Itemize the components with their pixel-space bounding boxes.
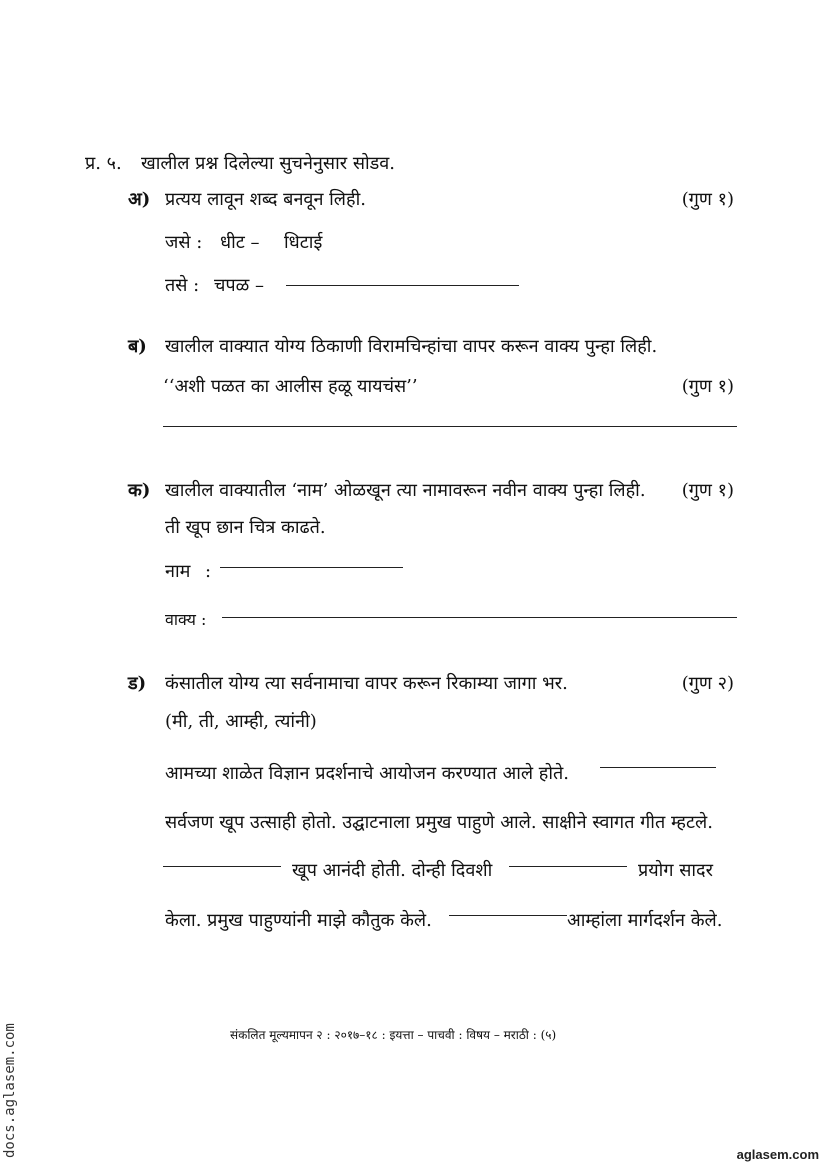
pronoun-options: (मी, ती, आम्ही, त्यांनी) xyxy=(165,711,317,732)
part-c-label: क) xyxy=(128,480,151,501)
question-instruction: खालील प्रश्न दिलेल्या सुचनेनुसार सोडव. xyxy=(141,153,396,174)
task-label: तसे : xyxy=(165,275,200,296)
part-c-sentence: ती खूप छान चित्र काढते. xyxy=(165,517,326,538)
part-b-label: ब) xyxy=(128,336,147,357)
sentence-blank[interactable] xyxy=(222,617,737,618)
pronoun-blank-2[interactable] xyxy=(163,866,281,867)
part-a-instruction: प्रत्यय लावून शब्द बनवून लिही. xyxy=(165,189,366,210)
part-d-instruction: कंसातील योग्य त्या सर्वनामाचा वापर करून रिकाम्या जागा भर. xyxy=(165,673,568,694)
noun-colon: : xyxy=(205,561,212,582)
part-b-instruction: खालील वाक्यात योग्य ठिकाणी विरामचिन्हांचा वापर करून वाक्य पुन्हा लिही. xyxy=(165,336,658,357)
passage-line-1: आमच्या शाळेत विज्ञान प्रदर्शनाचे आयोजन करण्यात आले होते. xyxy=(165,763,570,784)
noun-label: नाम xyxy=(165,561,191,582)
part-b-marks: (गुण १) xyxy=(681,376,734,397)
question-number: प्र. ५. xyxy=(85,153,122,174)
page-footer: संकलित मूल्यमापन २ : २०१७–१८ : इयत्ता – पाचवी : विषय – मराठी : (५) xyxy=(230,1028,557,1042)
task-word: चपळ – xyxy=(214,275,265,296)
passage-line-4a: केला. प्रमुख पाहुण्यांनी माझे कौतुक केले. xyxy=(165,910,432,931)
example-word: धीट – xyxy=(220,232,260,253)
noun-blank[interactable] xyxy=(220,567,403,568)
side-watermark: docs.aglasem.com xyxy=(2,1023,18,1158)
sentence-label: वाक्य : xyxy=(165,610,207,629)
passage-line-3a: खूप आनंदी होती. दोन्ही दिवशी xyxy=(292,860,493,881)
pronoun-blank-3[interactable] xyxy=(509,866,627,867)
example-answer: धिटाई xyxy=(284,232,323,253)
pronoun-blank-1[interactable] xyxy=(600,767,716,768)
part-d-label: ड) xyxy=(128,673,147,694)
part-b-sentence: ‘‘अशी पळत का आलीस हळू यायचंस’’ xyxy=(163,376,418,397)
answer-blank-b[interactable] xyxy=(163,426,737,427)
pronoun-blank-4[interactable] xyxy=(449,915,567,916)
corner-watermark: aglasem.com xyxy=(736,1147,819,1162)
passage-line-3b: प्रयोग सादर xyxy=(638,860,713,881)
example-label: जसे : xyxy=(165,232,203,253)
part-c-marks: (गुण १) xyxy=(681,480,734,501)
part-a-label: अ) xyxy=(128,189,151,210)
passage-line-2: सर्वजण खूप उत्साही होतो. उद्घाटनाला प्रमुख पाहुणे आले. साक्षीने स्वागत गीत म्हटले. xyxy=(165,812,713,833)
passage-line-4b: आम्हांला मार्गदर्शन केले. xyxy=(567,910,723,931)
part-d-marks: (गुण २) xyxy=(681,673,734,694)
part-a-marks: (गुण १) xyxy=(681,189,734,210)
answer-blank-a[interactable] xyxy=(286,285,519,286)
part-c-instruction: खालील वाक्यातील ‘नाम’ ओळखून त्या नामावरून नवीन वाक्य पुन्हा लिही. xyxy=(165,480,646,501)
